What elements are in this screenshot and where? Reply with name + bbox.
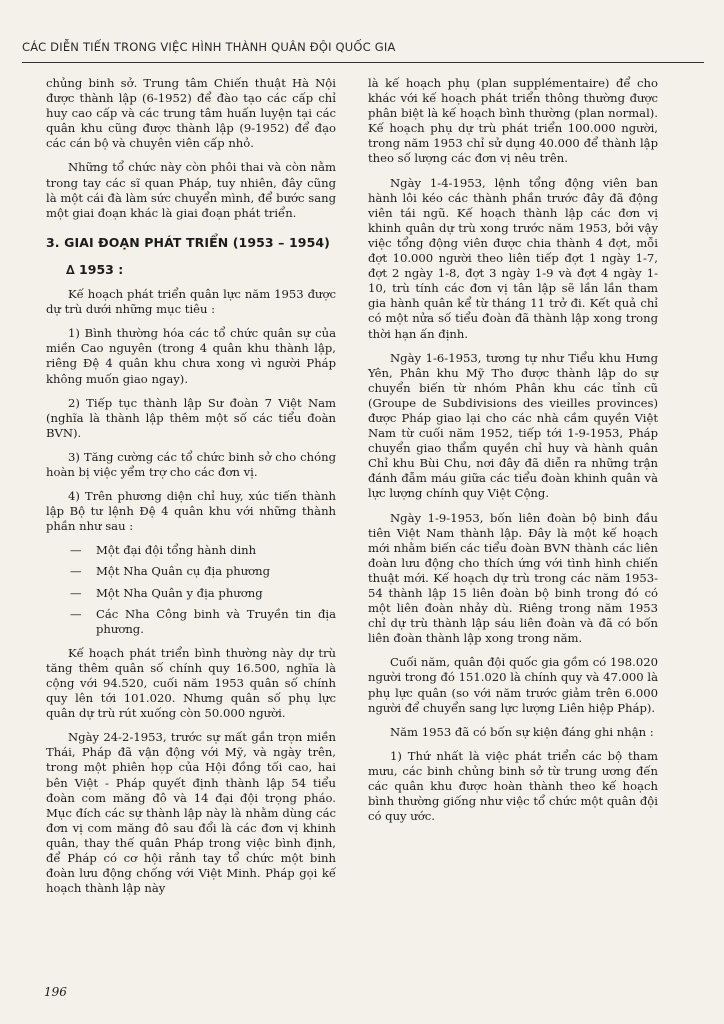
paragraph: 1) Bình thường hóa các tổ chức quân sự của miền Cao nguyên (trong 4 quân khu thành lập, riêng Đệ 4 quân khu chưa xong vì người Pháp không muốn giao ngay). [46, 326, 336, 386]
paragraph: là kế hoạch phụ (plan supplémentaire) để cho khác với kế hoạch phát triển thông thường được phân biệt là kế hoạch bình thường (plan normal). Kế hoạch phụ dự trù phát triển 100.000 người, trong năm 1953 chỉ sử dụng 40.000 để thành lập theo số lượng các đơn vị nêu trên. [368, 76, 658, 166]
right-column [368, 76, 658, 833]
list-item: — Một Nha Quân y địa phương [46, 586, 336, 601]
paragraph: 2) Tiếp tục thành lập Sư đoàn 7 Việt Nam (nghĩa là thành lập thêm một số các tiểu đoàn BVN). [46, 395, 336, 440]
paragraph: Ngày 1-4-1953, lệnh tổng động viên ban hành lôi kéo các thành phần trước đây đã động viên tái ngũ. Kế hoạch thành lập các đơn vị khinh quân dự trù xong trước năm 1953, bởi vậy việc tổng động viên được chia thành 4 đợt, mỗi đợt 10.000 người theo liên tiếp đợt 1 ngày 1-7, đợt 2 ngày 1-8, đợt 3 ngày 1-9 và đợt 4 ngày 1-10, trù tính các đơn vị tân lập sẽ lần lần tham gia hành quân kể từ tháng 11 trở đi. Kết quả chỉ có một nửa số tiểu đoàn đã thành lập xong trong thời hạn ấn định. [368, 175, 658, 341]
paragraph: Ngày 1-9-1953, bốn liên đoàn bộ binh đầu tiên Việt Nam thành lập. Đây là một kế hoạch mới nhằm biến các tiểu đoàn BVN thành các liên đoàn lưu động cho thích ứng với tình hình chiến thuật mới. Kế hoạch dự trù trong các năm 1953-54 thành lập 15 liên đoàn bộ binh trong đó có một liên đoàn nhảy dù. Riêng trong năm 1953 chỉ dự trù thành lập sáu liên đoàn và đã có bốn liên đoàn thành lập xong trong năm. [368, 510, 658, 646]
paragraph: Những tổ chức này còn phôi thai và còn nằm trong tay các sĩ quan Pháp, tuy nhiên, đây cũng là một cái đà làm sức chuyển mình, để bước sang một giai đoạn khác là giai đoạn phát triển. [46, 160, 336, 220]
paragraph: Kế hoạch phát triển quân lực năm 1953 được dự trù dưới những mục tiêu : [46, 287, 336, 317]
left-column [46, 76, 336, 905]
paragraph: Ngày 1-6-1953, tương tự như Tiểu khu Hưng Yên, Phân khu Mỹ Tho được thành lập do sự chuyển biến từ nhóm Phân khu các tỉnh cũ (Groupe de Subdivisions des vieilles provinces) được Pháp giao lại cho các nhà cầm quyền Việt Nam từ cuối năm 1952, tiếp tới 1-9-1953, Pháp chuyển giao thẩm quyền chỉ huy và hành quân Chỉ khu Bùi Chu, nơi đây đã diễn ra những trận đánh đẫm máu giữa các tiểu đoàn khinh quân và lực lượng chính quy Việt Cộng. [368, 350, 658, 501]
section-heading: 3. GIAI ĐOẠN PHÁT TRIỂN (1953 – 1954) [46, 234, 330, 250]
unit-list [46, 543, 336, 636]
running-header: CÁC DIỄN TIẾN TRONG VIỆC HÌNH THÀNH QUÂN ĐỘI QUỐC GIA [22, 40, 396, 54]
list-item: — Một đại đội tổng hành dinh [46, 543, 336, 558]
paragraph: Kế hoạch phát triển bình thường này dự trù tăng thêm quân số chính quy 16.500, nghĩa là cộng với 94.520, cuối năm 1953 quân số chính quy lên tới 101.020. Nhưng quân số phụ lực quân dự trù rút xuống còn 50.000 người. [46, 645, 336, 721]
paragraph: 1) Thứ nhất là việc phát triển các bộ tham mưu, các binh chủng binh sở từ trung ương đến các quân khu được hoàn thành theo kế hoạch bình thường giống như việc tổ chức một quân đội có quy ước. [368, 748, 658, 824]
paragraph: 4) Trên phương diện chỉ huy, xúc tiến thành lập Bộ tư lệnh Đệ 4 quân khu với những thành phần như sau : [46, 489, 336, 534]
subsection-heading: ∆ 1953 : [66, 261, 124, 277]
list-item: — Các Nha Công binh và Truyền tin địa phương. [46, 607, 336, 637]
paragraph: Ngày 24-2-1953, trước sự mất gần trọn miền Thái, Pháp đã vận động với Mỹ, và ngày trên, trong một phiên họp của Hội đồng tối cao, hai bên Việt - Pháp quyết định thành lập 54 tiểu đoàn com măng đô và 14 đại đội trọng pháo. Mục đích các sự thành lập này là nhằm dùng các đơn vị com măng đô sau đổi là các đơn vị khinh quân, thay thế quân Pháp trong việc bình định, để Pháp có cơ hội rảnh tay tổ chức một binh đoàn lưu động chống với Việt Minh. Pháp gọi kế hoạch thành lập này [46, 730, 336, 896]
paragraph: 3) Tăng cường các tổ chức binh sở cho chóng hoàn bị việc yểm trợ cho các đơn vị. [46, 449, 336, 479]
paragraph: chủng binh sở. Trung tâm Chiến thuật Hà Nội được thành lập (6-1952) để đào tạo các cấp chỉ huy cao cấp và các trung tâm huấn luyện tại các quân khu cũng được thành lập (9-1952) để đạo các cán bộ và chuyên viên cấp nhỏ. [46, 76, 336, 151]
paragraph: Cuối năm, quân đội quốc gia gồm có 198.020 người trong đó 151.020 là chính quy và 47.000 là phụ lực quân (so với năm trước giảm trên 6.000 người để chuyển sang lực lượng Liên hiệp Pháp). [368, 655, 658, 715]
header-divider [22, 62, 704, 63]
page-number: 196 [44, 985, 67, 999]
list-item: — Một Nha Quân cụ địa phương [46, 564, 336, 579]
paragraph: Năm 1953 đã có bốn sự kiện đáng ghi nhận : [390, 724, 654, 739]
